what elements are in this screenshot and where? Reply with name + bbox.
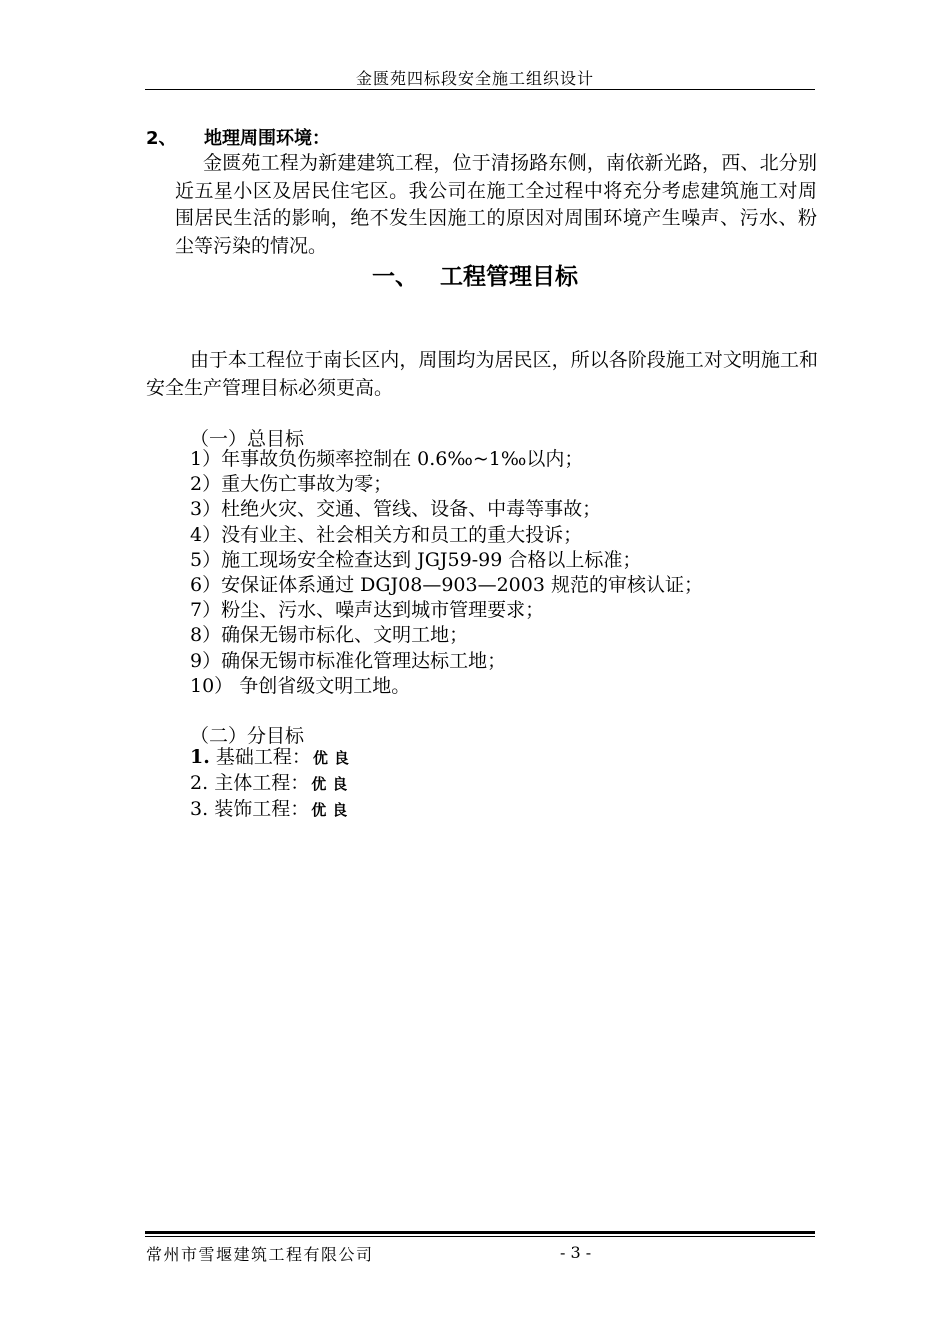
- page-number: - 3 -: [560, 1243, 592, 1262]
- list-item: [190, 745, 355, 771]
- item-number: 2.: [190, 772, 209, 795]
- list-item: 9）确保无锡市标准化管理达标工地；: [190, 649, 507, 672]
- list-item: 8）确保无锡市标化、文明工地；: [190, 624, 469, 647]
- footer-rule-thin: [145, 1236, 815, 1237]
- list-item: 2）重大伤亡事故为零；: [190, 473, 393, 496]
- list-item: 5）施工现场安全检查达到 JGJ59-99 合格以上标准；: [190, 548, 642, 571]
- grade-label: 优良: [311, 775, 354, 794]
- grade-label: 优良: [311, 801, 354, 820]
- sub-goals-list: [190, 745, 355, 824]
- item-label: 主体工程：: [214, 772, 310, 795]
- chapter-1-heading: [0, 258, 950, 291]
- overall-goals-list: [190, 447, 703, 699]
- footer-company: 常州市雪堰建筑工程有限公司: [146, 1245, 374, 1264]
- page-header-title: 金匮苑四标段安全施工组织设计: [355, 69, 594, 88]
- list-item: 3）杜绝火灾、交通、管线、设备、中毒等事故；: [190, 498, 602, 521]
- list-item: [190, 771, 355, 797]
- overall-goals-heading: （一）总目标: [190, 428, 305, 450]
- item-number: 1.: [190, 746, 210, 768]
- header-rule: [145, 89, 815, 90]
- section-2-number: 2、: [146, 128, 177, 149]
- list-item: [190, 797, 355, 823]
- section-2-body: 金匮苑工程为新建建筑工程，位于清扬路东侧，南依新光路，西、北分别近五星小区及居民住宅区。我公司在施工全过程中将充分考虑建筑施工对周围居民生活的影响，绝不发生因施工的原因对周围环境产生噪声、污水、粉尘等污染的情况。: [175, 152, 817, 257]
- list-item: 10） 争创省级文明工地。: [190, 674, 411, 697]
- chapter-1-intro: 由于本工程位于南长区内，周围均为居民区，所以各阶段施工对文明施工和安全生产管理目标必须更高。: [146, 349, 818, 399]
- grade-label: 优良: [312, 749, 355, 767]
- item-label: 基础工程：: [215, 746, 311, 768]
- chapter-1-number: 一、: [372, 264, 418, 290]
- section-2-title: 地理周围环境：: [204, 128, 330, 149]
- list-item: 6）安保证体系通过 DGJ08—903—2003 规范的审核认证；: [190, 574, 703, 597]
- footer-rule-thick: [145, 1231, 815, 1234]
- list-item: 1）年事故负伤频率控制在 0.6‰~1‰以内；: [190, 448, 584, 470]
- list-item: 4）没有业主、社会相关方和员工的重大投诉；: [190, 523, 583, 546]
- list-item: 7）粉尘、污水、噪声达到城市管理要求；: [190, 599, 545, 622]
- section-2-heading: [146, 124, 330, 150]
- sub-goals-heading: （二）分目标: [190, 725, 305, 747]
- item-label: 装饰工程：: [214, 798, 310, 821]
- chapter-1-title: 工程管理目标: [440, 264, 578, 290]
- item-number: 3.: [190, 798, 209, 821]
